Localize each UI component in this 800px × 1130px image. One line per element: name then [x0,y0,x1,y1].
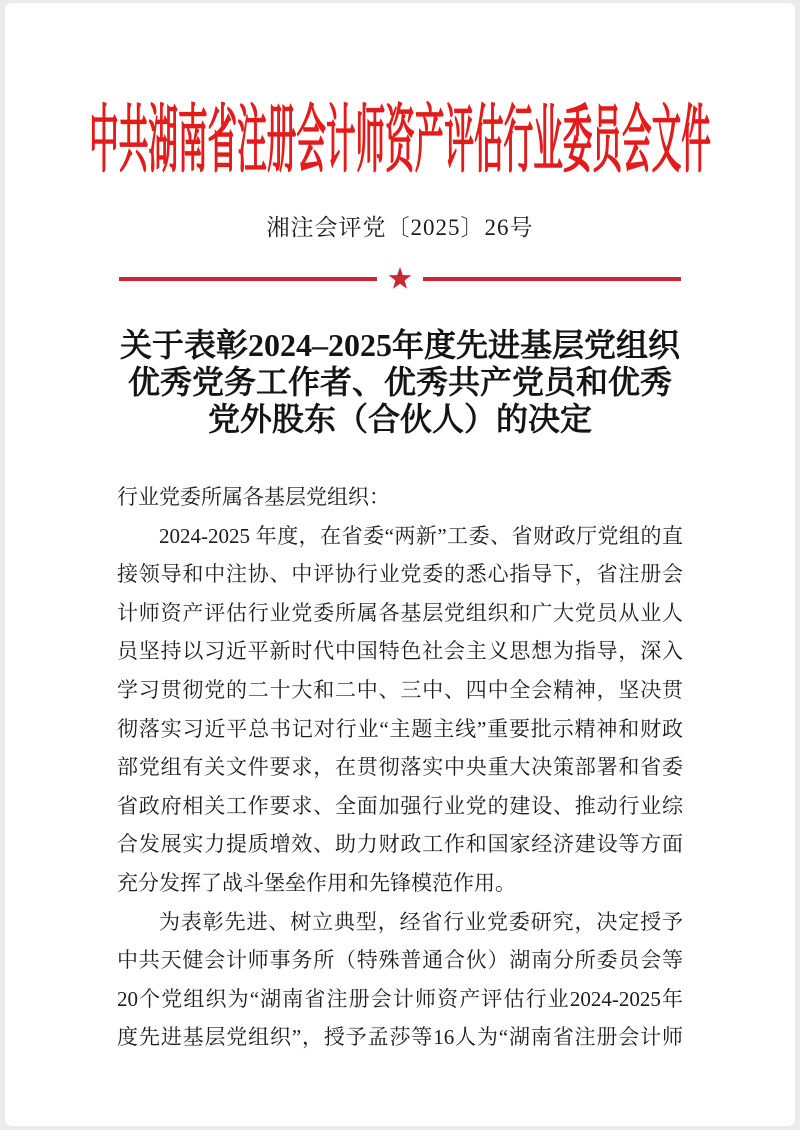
body-text [5,478,795,1057]
text-line: 接领导和中注协、中评协行业党委的悉心指导下，省注册会 [117,562,683,587]
doc-number: 湘注会评党〔2025〕26号 [266,215,534,240]
divider [119,267,681,291]
divider-line-right [423,277,681,281]
text-line: 彻落实习近平总书记对行业“主题主线”重要批示精神和财政 [117,716,683,741]
title-line: 党外股东（合伙人）的决定 [207,401,592,437]
text-line: 计师资产评估行业党委所属各基层党组织和广大党员从业人 [117,600,683,625]
title-line: 关于表彰2024–2025年度先进基层党组织 [119,327,680,363]
divider-line-left [119,277,377,281]
salutation: 行业党委所属各基层党组织： [117,485,390,509]
text-line: 学习贯彻党的二十大和二中、三中、四中全会精神，坚决贯 [117,677,683,702]
text-line: 省政府相关工作要求、全面加强行业党的建设、推动行业综 [117,793,683,818]
text-line: 部党组有关文件要求，在贯彻落实中央重大决策部署和省委 [117,755,683,780]
text-line: 度先进基层党组织”，授予孟莎等16人为“湖南省注册会计师 [117,1025,683,1050]
title-line: 优秀党务工作者、优秀共产党员和优秀 [127,364,672,400]
document-page [5,3,795,1126]
text-line: 2024-2025 年度，在省委“两新”工委、省财政厅党组的直 [159,523,683,548]
star-icon [388,267,412,291]
text-line: 合发展实力提质增效、助力财政工作和国家经济建设等方面 [117,832,683,857]
letterhead [5,100,795,182]
document-title [5,327,795,438]
text-line: 员坚持以习近平新时代中国特色社会主义思想为指导，深入 [117,639,683,664]
text-line: 20个党组织为“湖南省注册会计师资产评估行业2024-2025年 [117,986,683,1011]
text-line: 中共天健会计师事务所（特殊普通合伙）湖南分所委员会等 [117,948,683,973]
text-line: 充分发挥了战斗堡垒作用和先锋模范作用。 [117,870,516,895]
text-line: 为表彰先进、树立典型，经省行业党委研究，决定授予 [159,909,683,934]
letterhead-title: 中共湖南省注册会计师资产评估行业委员会文件 [89,100,711,182]
